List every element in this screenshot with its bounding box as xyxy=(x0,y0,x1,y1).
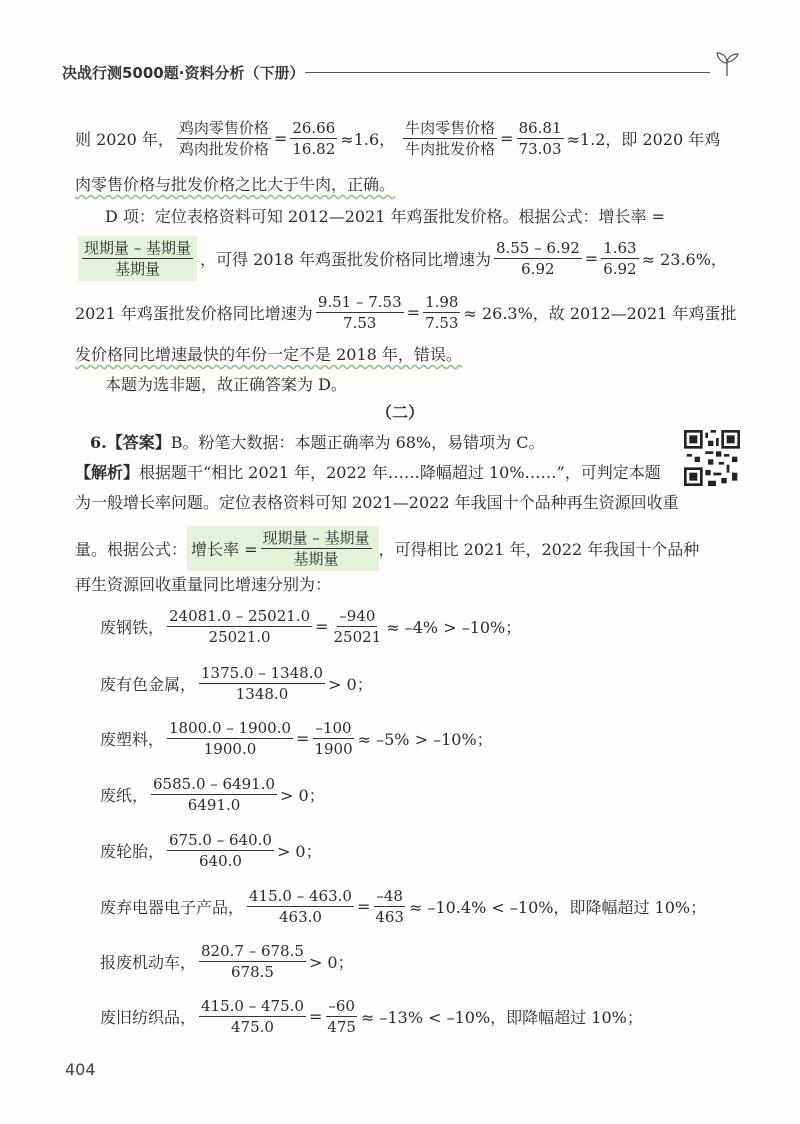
growth-rate-formula xyxy=(78,236,197,281)
denominator: 6.92 xyxy=(603,260,637,278)
denominator: 1900.0 xyxy=(203,740,257,758)
text: = xyxy=(500,129,514,148)
header-rule xyxy=(305,72,710,73)
fraction xyxy=(332,606,384,647)
numerator: 1375.0 – 1348.0 xyxy=(201,664,324,682)
item-label: 废钢铁， xyxy=(100,618,165,637)
item-label: 废旧纺织品， xyxy=(100,1008,197,1027)
para2-line2 xyxy=(75,236,727,281)
answer-label: 6.【答案】 xyxy=(90,433,171,452)
q6-analysis-line3 xyxy=(75,526,699,571)
fraction xyxy=(167,718,293,759)
para2-line3 xyxy=(75,292,736,333)
numerator: 9.51 – 7.53 xyxy=(317,293,402,311)
text: ≈1.2，即 2020 年鸡 xyxy=(566,130,721,149)
numerator: 415.0 – 463.0 xyxy=(249,887,352,905)
numerator: 675.0 – 640.0 xyxy=(169,831,272,849)
text: 为一般增长率问题。定位表格资料可知 2021—2022 年我国十个品种再生资源回收重 xyxy=(75,493,679,512)
text: D 项：定位表格资料可知 2012—2021 年鸡蛋批发价格。根据公式：增长率 = xyxy=(105,207,666,226)
q6-analysis-line2 xyxy=(75,490,679,513)
denominator: 6.92 xyxy=(521,260,555,278)
fraction xyxy=(423,292,460,333)
item-label: 废纸， xyxy=(100,786,149,805)
text: 2021 年鸡蛋批发价格同比增速为 xyxy=(75,304,313,323)
numerator: –48 xyxy=(376,887,403,905)
numerator: 86.81 xyxy=(518,119,562,137)
item-row xyxy=(100,606,521,647)
numerator: 6585.0 – 6491.0 xyxy=(153,775,276,793)
text: ≈ –13% < –10%，即降幅超过 10%； xyxy=(360,1008,643,1027)
denominator: 牛肉批发价格 xyxy=(405,140,496,158)
numerator: 24081.0 – 25021.0 xyxy=(169,607,311,625)
item-row xyxy=(100,774,325,815)
numerator: 1.63 xyxy=(603,239,637,257)
text: = xyxy=(584,249,599,268)
fraction xyxy=(517,118,564,159)
page-number: 404 xyxy=(65,1060,96,1079)
denominator: 25021.0 xyxy=(208,628,271,646)
item-row xyxy=(100,718,493,759)
text: = xyxy=(406,303,421,322)
denominator: 475 xyxy=(327,1018,356,1036)
fraction xyxy=(199,663,325,704)
running-header-title: 决战行测5000题·资料分析（下册） xyxy=(62,64,305,82)
text: ，可得相比 2021 年，2022 年我国十个品种 xyxy=(378,540,700,559)
item-row xyxy=(100,886,706,927)
item-label: 废塑料， xyxy=(100,730,165,749)
fraction xyxy=(494,238,582,279)
text: = xyxy=(296,729,310,748)
para2-line5 xyxy=(105,372,347,395)
denominator: 1900 xyxy=(314,740,353,758)
fraction xyxy=(167,606,312,647)
fraction xyxy=(261,528,372,569)
growth-rate-formula xyxy=(187,526,379,571)
fraction xyxy=(151,774,277,815)
text: = xyxy=(315,617,329,636)
text: ≈ –4% > –10%； xyxy=(386,618,522,637)
fraction xyxy=(325,996,358,1037)
text: 根据题干“相比 2021 年，2022 年……降幅超过 10%……”，可判定本题 xyxy=(139,463,661,482)
para2-line1 xyxy=(105,204,665,227)
numerator: 415.0 – 475.0 xyxy=(201,997,304,1015)
fraction xyxy=(312,718,354,759)
denominator: 7.53 xyxy=(343,314,377,332)
q6-answer xyxy=(90,430,544,453)
q6-analysis-line4 xyxy=(75,572,331,595)
numerator: 牛肉零售价格 xyxy=(405,119,496,137)
denominator: 25021 xyxy=(333,628,382,646)
denominator: 6491.0 xyxy=(187,796,241,814)
numerator: –100 xyxy=(315,719,352,737)
text: 发价格同比增速最快的年份一定不是 2018 年，错误。 xyxy=(75,345,462,364)
fraction xyxy=(199,941,306,982)
text: ≈1.6， xyxy=(340,130,396,149)
denominator: 16.82 xyxy=(292,140,336,158)
qr-code-icon xyxy=(684,430,740,486)
text: > 0； xyxy=(328,675,373,694)
text: ≈ 23.6%， xyxy=(641,250,727,269)
analysis-label: 【解析】 xyxy=(75,463,140,482)
text: = xyxy=(273,129,288,148)
text: > 0； xyxy=(276,842,322,861)
fraction xyxy=(247,886,354,927)
sprout-icon xyxy=(712,48,742,78)
denominator: 463 xyxy=(375,908,404,926)
text: ≈ 26.3%，故 2012—2021 年鸡蛋批 xyxy=(463,304,737,323)
text: ≈ –10.4% < –10%，即降幅超过 10%； xyxy=(408,898,707,917)
para1-line1 xyxy=(75,118,720,159)
fraction xyxy=(403,118,497,159)
denominator: 475.0 xyxy=(231,1018,274,1036)
fraction xyxy=(373,886,406,927)
numerator: 26.66 xyxy=(292,119,336,137)
denominator: 7.53 xyxy=(425,314,459,332)
fraction xyxy=(290,118,337,159)
para2-line4 xyxy=(75,342,462,365)
denominator: 鸡肉批发价格 xyxy=(178,140,269,158)
text: 肉零售价格与批发价格之比大于牛肉，正确。 xyxy=(75,175,396,194)
fraction xyxy=(316,292,404,333)
text: 量。根据公式： xyxy=(75,540,188,559)
section-title: （二） xyxy=(375,403,424,422)
item-label: 废轮胎， xyxy=(100,842,165,861)
fraction xyxy=(199,996,306,1037)
item-label: 废弃电器电子产品， xyxy=(100,898,245,917)
numerator: 8.55 – 6.92 xyxy=(495,239,580,257)
fraction xyxy=(601,238,638,279)
denominator: 1348.0 xyxy=(235,685,289,703)
numerator: –940 xyxy=(339,607,376,625)
item-row xyxy=(100,996,643,1037)
numerator: –60 xyxy=(328,997,355,1015)
q6-analysis-line1 xyxy=(75,460,661,483)
text: ，可得 2018 年鸡蛋批发价格同比增速为 xyxy=(200,250,491,269)
text: 则 2020 年， xyxy=(75,130,174,149)
text: = xyxy=(308,1007,323,1026)
answer-text: B。粉笔大数据：本题正确率为 68%，易错项为 C。 xyxy=(170,433,545,452)
fraction xyxy=(177,118,271,159)
numerator: 鸡肉零售价格 xyxy=(178,119,269,137)
item-row xyxy=(100,941,354,982)
text: = xyxy=(356,897,371,916)
denominator: 73.03 xyxy=(518,140,562,158)
text: 再生资源回收重量同比增速分别为： xyxy=(75,575,332,594)
denominator: 678.5 xyxy=(231,963,274,981)
denominator: 基期量 xyxy=(293,550,339,568)
text: > 0； xyxy=(280,786,325,805)
numerator: 1.98 xyxy=(425,293,459,311)
text: 增长率 = xyxy=(191,540,258,559)
text: > 0； xyxy=(308,953,354,972)
item-row xyxy=(100,830,322,871)
denominator: 463.0 xyxy=(279,908,322,926)
item-row xyxy=(100,663,373,704)
denominator: 基期量 xyxy=(115,260,161,278)
numerator: 现期量 – 基期量 xyxy=(262,529,370,547)
numerator: 820.7 – 678.5 xyxy=(201,942,304,960)
numerator: 1800.0 – 1900.0 xyxy=(169,719,292,737)
text: 本题为选非题，故正确答案为 D。 xyxy=(105,375,347,394)
item-label: 废有色金属， xyxy=(100,675,197,694)
numerator: 现期量 – 基期量 xyxy=(84,239,192,257)
text: ≈ –5% > –10%； xyxy=(357,730,493,749)
item-label: 报废机动车， xyxy=(100,953,197,972)
denominator: 640.0 xyxy=(199,852,242,870)
fraction xyxy=(167,830,274,871)
para1-line2 xyxy=(75,172,395,195)
